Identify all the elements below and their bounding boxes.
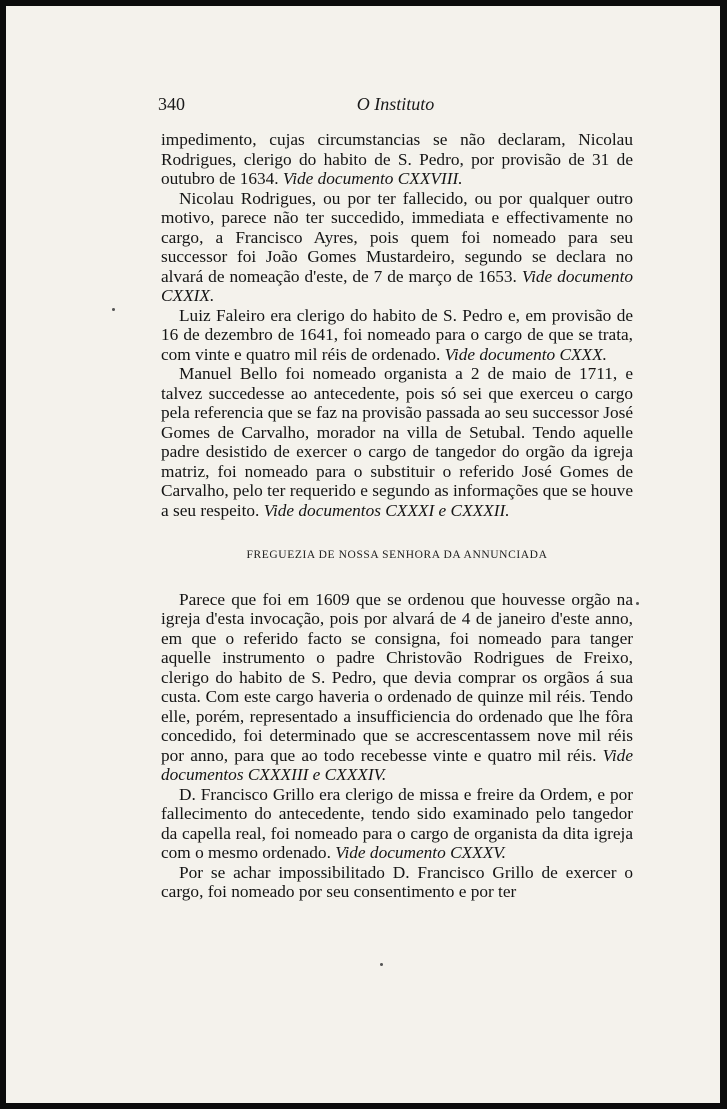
print-speck: [112, 308, 115, 311]
document-reference: Vide documento CXXX.: [444, 344, 607, 364]
paragraph-text: D. Francisco Grillo era clerigo de missa e freire da Ordem, e por fallecimento do antecedente, tendo sido examinado pelo tangedor da capella real, foi nomeado para o cargo de organista da dita igreja com o mesmo ordenado.: [161, 784, 633, 862]
print-speck: [380, 963, 383, 966]
document-reference: Vide documentos CXXXI e CXXXII.: [263, 500, 510, 520]
paragraph-text: Manuel Bello foi nomeado organista a 2 de maio de 1711, e talvez succedesse ao antecedente, pois só sei que exerceu o cargo pela referencia que se faz na provisão passada ao seu successor José Gomes de Carvalho, morador na villa de Setubal. Tendo aquelle padre desistido de exercer o cargo de tangedor do orgão da igreja matriz, foi nomeado para o substituir o referido José Gomes de Carvalho, pelo ter requerido e segundo as informações que se houve a seu respeito.: [161, 364, 633, 520]
paragraph: [161, 364, 633, 520]
running-title: O Instituto: [356, 94, 435, 114]
section-heading: FREGUEZIA DE NOSSA SENHORA DA ANNUNCIADA: [246, 549, 548, 561]
paragraph: [161, 590, 633, 785]
book-page: [6, 6, 720, 1103]
paragraph-text: Por se achar impossibilitado D. Francisco Grillo de exercer o cargo, foi nomeado por seu consentimento e por ter: [161, 862, 633, 901]
paragraph: [161, 785, 633, 863]
document-reference: Vide documento CXXXV.: [335, 843, 506, 862]
page-body: [161, 130, 633, 902]
paragraph-text: Nicolau Rodrigues, ou por ter fallecido, ou por qualquer outro motivo, parece não ter succedido, immediata e effectivamente no cargo, a Francisco Ayres, pois quem foi nomeado para seu successor foi João Gomes Mustardeiro, segundo se declara no alvará de nomeação d'este, de 7 de março de 1653.: [161, 188, 633, 286]
document-reference: Vide documento CXXIX.: [161, 266, 634, 305]
page-number: 340: [158, 94, 185, 114]
paragraph: [161, 306, 633, 365]
print-speck: [636, 602, 639, 605]
paragraph: [161, 189, 633, 306]
paragraph-text: Luiz Faleiro era clerigo do habito de S. Pedro e, em provisão de 16 de dezembro de 1641, foi nomeado para o cargo de que se trata, com vinte e quatro mil réis de ordenado.: [161, 305, 633, 364]
page-header: [158, 94, 633, 118]
paragraph: [161, 130, 633, 189]
paragraph-text: Parece que foi em 1609 que se ordenou que houvesse orgão na igreja d'esta invocação, pois por alvará de 4 de janeiro d'este anno, em que o referido facto se consigna, foi nomeado para tanger aquelle instrumento o padre Christovão Rodrigues de Freixo, clerigo do habito de S. Pedro, que devia comprar os orgãos á sua custa. Com este cargo haveria o ordenado de quinze mil réis. Tendo elle, porém, representado a insufficiencia do ordenado que lhe fôra concedido, foi determinado que se accrescentassem nove mil réis por anno, para que ao todo recebesse vinte e quatro mil réis.: [161, 589, 633, 765]
document-reference: Vide documentos CXXXIII e CXXXIV.: [161, 745, 633, 784]
paragraph-text: impedimento, cujas circumstancias se não declaram, Nicolau Rodrigues, clerigo do habito de S. Pedro, por provisão de 31 de outubro de 1634.: [161, 130, 633, 188]
document-reference: Vide documento CXXVIII.: [282, 169, 463, 188]
paragraph: [161, 863, 633, 902]
